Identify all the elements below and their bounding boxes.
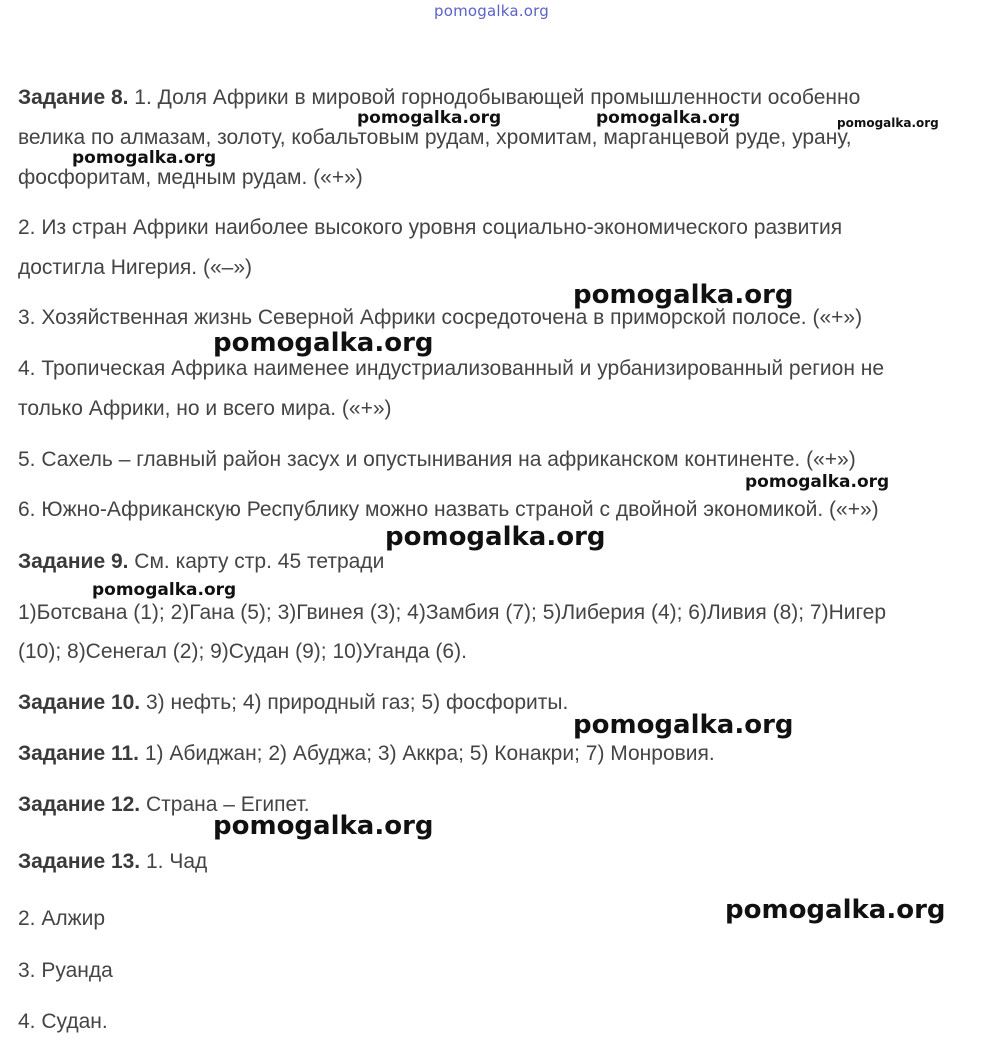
task-11-text: 1) Абиджан; 2) Абуджа; 3) Аккра; 5) Конакри; 7) Монровия. (139, 742, 715, 765)
task-10-label: Задание 10. (18, 691, 141, 714)
task-13-item-2: 2. Алжир (18, 907, 106, 930)
task-11-label: Задание 11. (18, 742, 139, 765)
watermark: pomogalka.org (385, 522, 606, 552)
task-13-line-1 (18, 849, 207, 875)
task-8-item-5: 5. Сахель – главный район засух и опустынивания на африканском континенте. («+») (18, 448, 856, 471)
task-8-item-4-line-1: 4. Тропическая Африка наименее индустриализованный и урбанизированный регион не (18, 357, 885, 380)
task-8-line-3: фосфоритам, медным рудам. («+») (18, 166, 363, 189)
task-12-label: Задание 12. (18, 793, 141, 816)
task-9-line-2: 1)Ботсвана (1); 2)Гана (5); 3)Гвинея (3); 4)Замбия (7); 5)Либерия (4); 6)Ливия (8); 7)Нигер (18, 601, 887, 624)
task-13-item-3: 3. Руанда (18, 959, 113, 982)
task-13-text: 1. Чад (140, 850, 208, 873)
watermark: pomogalka.org (596, 108, 741, 128)
task-11-line (18, 741, 715, 767)
task-8-label: Задание 8. (18, 86, 129, 109)
watermark: pomogalka.org (573, 280, 794, 310)
watermark: pomogalka.org (837, 116, 939, 130)
watermark: pomogalka.org (72, 148, 217, 168)
task-10-text: 3) нефть; 4) природный газ; 5) фосфориты. (140, 691, 569, 714)
task-8-item-3: 3. Хозяйственная жизнь Северной Африки сосредоточена в приморской полосе. («+») (18, 306, 863, 329)
task-9-text: См. карту стр. 45 тетради (128, 550, 385, 573)
task-10-line (18, 690, 568, 716)
task-8-item-2-line-2: достигла Нигерия. («–») (18, 256, 252, 279)
task-13-label: Задание 13. (18, 850, 141, 873)
task-9-line-3: (10); 8)Сенегал (2); 9)Судан (9); 10)Уганда (6). (18, 640, 467, 663)
site-header-link[interactable]: pomogalka.org (434, 2, 549, 20)
task-9-label: Задание 9. (18, 550, 129, 573)
watermark: pomogalka.org (213, 328, 434, 358)
task-8-text: 1. Доля Африки в мировой горнодобывающей промышленности особенно (128, 86, 861, 109)
task-12-text: Страна – Египет. (140, 793, 310, 816)
task-8-item-2-line-1: 2. Из стран Африки наиболее высокого уровня социально-экономического развития (18, 216, 843, 239)
watermark: pomogalka.org (725, 895, 946, 925)
watermark: pomogalka.org (357, 108, 502, 128)
watermark: pomogalka.org (213, 811, 434, 841)
watermark: pomogalka.org (745, 472, 890, 492)
task-8-item-6: 6. Южно-Африканскую Республику можно назвать страной с двойной экономикой. («+») (18, 498, 879, 521)
task-8-line-2: велика по алмазам, золоту, кобальтовым рудам, хромитам, марганцевой руде, урану, (18, 126, 852, 149)
task-9-line-1 (18, 549, 384, 575)
task-8-item-4-line-2: только Африки, но и всего мира. («+») (18, 397, 392, 420)
task-13-item-4: 4. Судан. (18, 1010, 108, 1033)
watermark: pomogalka.org (92, 580, 237, 600)
watermark: pomogalka.org (573, 710, 794, 740)
